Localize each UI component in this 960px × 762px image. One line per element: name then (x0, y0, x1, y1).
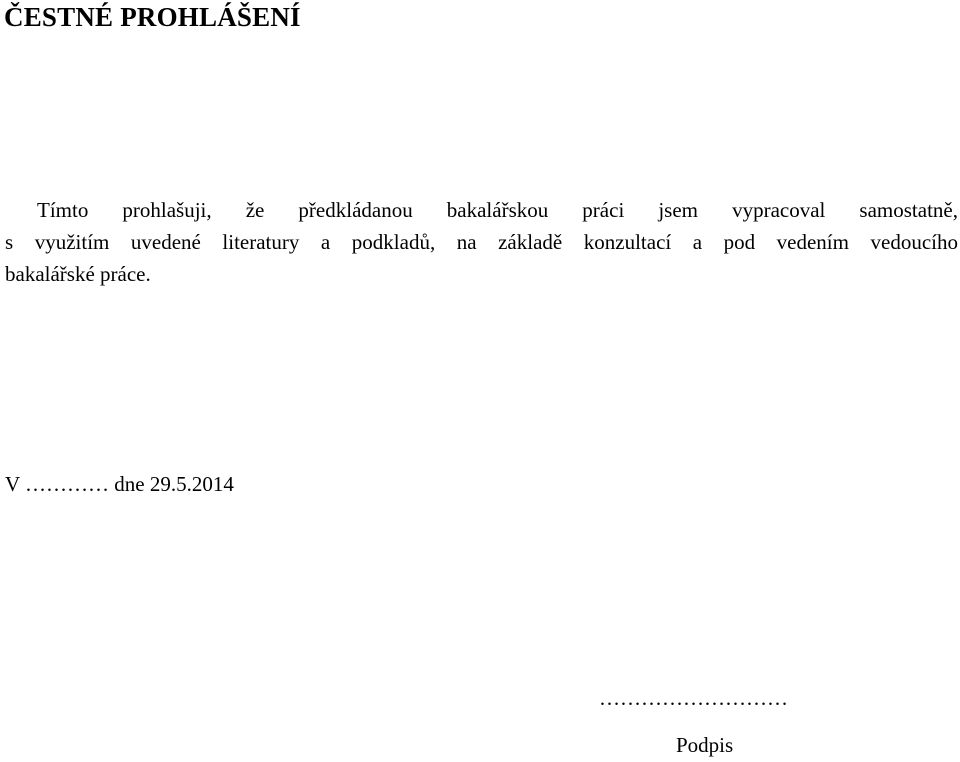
signature-line: ……………………… (599, 686, 788, 710)
statement-paragraph (5, 194, 958, 290)
statement-line-3: bakalářské práce. (5, 262, 151, 286)
place-and-date: V ………… dne 29.5.2014 (5, 472, 234, 496)
signature-label: Podpis (676, 733, 734, 757)
page-title: ČESTNÉ PROHLÁŠENÍ (4, 2, 301, 32)
statement-line-2: s využitím uvedené literatury a podkladů, na základě konzultací a pod vedením vedoucího (5, 230, 958, 254)
statement-line-1: Tímto prohlašuji, že předkládanou bakalářskou práci jsem vypracoval samostatně, (37, 198, 958, 222)
